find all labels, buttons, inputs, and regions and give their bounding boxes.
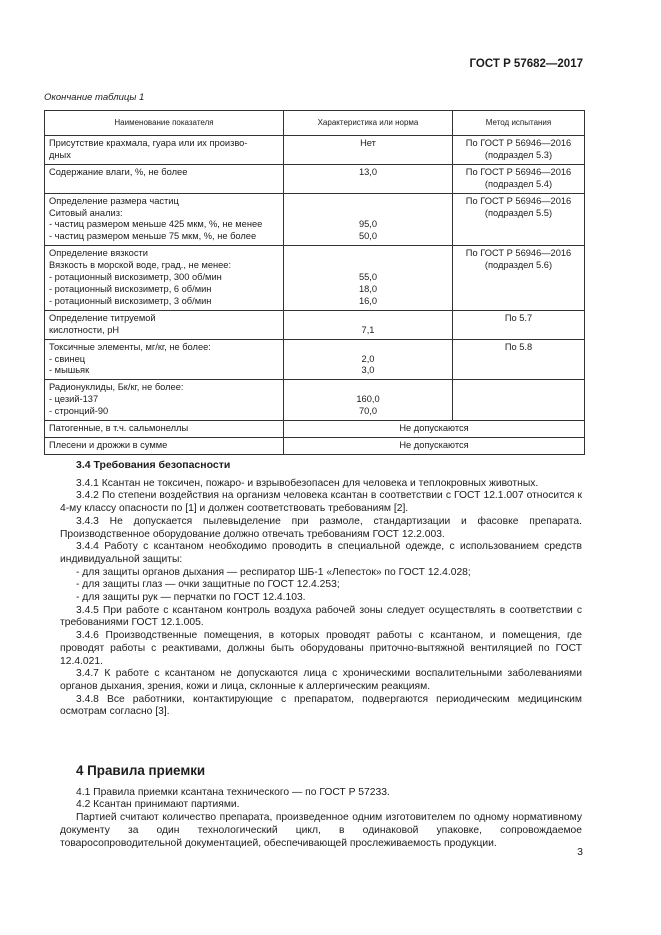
- cell-line: 70,0: [358, 406, 378, 417]
- indicator-cell: [45, 437, 284, 454]
- cell-line: [288, 382, 448, 394]
- cell-line: [288, 196, 448, 208]
- list-item: - для защиты органов дыхания — респиратор ШБ-1 «Лепесток» по ГОСТ 12.4.028;: [76, 566, 471, 578]
- column-header: Метод испытания: [453, 111, 585, 136]
- cell-line: - ротационный вискозиметр, 6 об/мин: [49, 283, 212, 294]
- cell-line: 7,1: [361, 324, 375, 335]
- table-row: [45, 193, 585, 246]
- section-heading: 3.4 Требования безопасности: [76, 459, 231, 471]
- norm-cell: [284, 339, 453, 380]
- cell-line: - свинец: [49, 353, 86, 364]
- norm-cell: [284, 193, 453, 246]
- norm-cell: [284, 164, 453, 193]
- cell-line: 160,0: [356, 394, 380, 405]
- table-row: [45, 421, 585, 438]
- cell-line: дных: [49, 149, 71, 160]
- cell-line: Вязкость в морской воде, град., не менее:: [49, 260, 232, 271]
- section-paragraphs: [60, 478, 582, 719]
- cell-line: Содержание влаги, %, не более: [49, 166, 188, 177]
- cell-line: Нет: [360, 138, 376, 148]
- table-row: [45, 339, 585, 380]
- norm-cell: [284, 246, 453, 311]
- paragraph: 4.1 Правила приемки ксантана технического — по ГОСТ Р 57233.: [76, 786, 390, 798]
- cell-line: Радионуклиды, Бк/кг, не более:: [49, 382, 184, 393]
- table-row: [45, 164, 585, 193]
- norm-cell: [284, 380, 453, 421]
- norm-merged-cell: Не допускаются: [284, 421, 585, 438]
- column-header: Наименование показателя: [45, 111, 284, 136]
- table-caption: Окончание таблицы 1: [44, 92, 145, 103]
- cell-line: Определение вязкости: [49, 248, 148, 259]
- cell-line: По ГОСТ Р 56946—2016: [465, 195, 572, 206]
- cell-line: [288, 313, 448, 325]
- method-cell: [453, 310, 585, 339]
- page-number: 3: [577, 846, 583, 858]
- cell-line: Ситовый анализ:: [49, 207, 123, 218]
- cell-line: (подраздел 5.5): [484, 207, 553, 218]
- acceptance-section: [60, 765, 582, 850]
- cell-line: По ГОСТ Р 56946—2016: [465, 166, 572, 177]
- safety-section: [60, 459, 582, 719]
- cell-line: (подраздел 5.3): [484, 149, 553, 160]
- cell-line: 55,0: [358, 272, 378, 283]
- table-row: [45, 310, 585, 339]
- spec-table: [44, 110, 585, 455]
- indicator-cell: [45, 246, 284, 311]
- cell-line: 95,0: [358, 219, 378, 230]
- method-cell: [453, 246, 585, 311]
- indicator-cell: [45, 310, 284, 339]
- cell-line: - цезий-137: [49, 394, 99, 405]
- cell-line: - частиц размером меньше 425 мкм, %, не менее: [49, 219, 263, 230]
- method-cell: [453, 193, 585, 246]
- indicator-cell: [45, 339, 284, 380]
- section-paragraphs: [60, 787, 582, 851]
- cell-line: [288, 342, 448, 354]
- paragraph: 4.2 Ксантан принимают партиями.: [76, 799, 240, 811]
- paragraph: 3.4.2 По степени воздействия на организм человека ксантан в соответствии с ГОСТ 12.1.007 относится к 4-му классу опасности по [1] и должен соответствовать требованиям [2].: [60, 490, 582, 515]
- cell-line: 18,0: [358, 283, 378, 294]
- column-header: Характеристика или норма: [284, 111, 453, 136]
- paragraph: 3.4.1 Ксантан не токсичен, пожаро- и взрывобезопасен для человека и теплокровных животных.: [76, 477, 539, 489]
- section-heading: 4 Правила приемки: [76, 763, 206, 778]
- table-header-row: [45, 111, 585, 136]
- norm-cell: [284, 310, 453, 339]
- cell-line: Определение размера частиц: [49, 195, 179, 206]
- method-cell: [453, 136, 585, 165]
- cell-line: (подраздел 5.6): [484, 260, 553, 271]
- cell-line: - частиц размером меньше 75 мкм, %, не более: [49, 231, 257, 242]
- cell-line: [288, 260, 448, 272]
- cell-line: 3,0: [361, 365, 375, 376]
- norm-merged-cell: Не допускаются: [284, 437, 585, 454]
- cell-line: 50,0: [358, 231, 378, 242]
- paragraph: Партией считают количество препарата, произведенное одним изготовителем по одному нормативному документу за один технологический цикл, в одинаковой упаковке, сопровождаемое товаросопроводительной документацией, обеспечивающей прослеживаемость продукции.: [60, 812, 582, 849]
- method-cell: [453, 380, 585, 421]
- table-row: [45, 380, 585, 421]
- cell-line: Плесени и дрожжи в сумме: [49, 439, 168, 450]
- paragraph: 3.4.8 Все работники, контактирующие с препаратом, подвергаются периодическим медицинским осмотрам согласно [3].: [60, 693, 582, 718]
- table-row: [45, 246, 585, 311]
- paragraph: 3.4.5 При работе с ксантаном контроль воздуха рабочей зоны следует осуществлять в соответствии с требованиями ГОСТ 12.1.005.: [60, 604, 582, 629]
- indicator-cell: [45, 164, 284, 193]
- indicator-cell: [45, 193, 284, 246]
- paragraph: 3.4.3 Не допускается пылевыделение при размоле, стандартизации и фасовке препарата. Производственное оборудование должно отвечать требованиям ГОСТ 12.2.003.: [60, 515, 582, 540]
- method-cell: [453, 164, 585, 193]
- cell-line: - мышьяк: [49, 365, 90, 376]
- standard-id: ГОСТ Р 57682—2017: [469, 58, 583, 70]
- cell-line: Присутствие крахмала, гуара или их произво-: [49, 138, 248, 148]
- paragraph: 3.4.4 Работу с ксантаном необходимо проводить в специальной одежде, с использованием средств индивидуальной защиты:: [60, 541, 582, 565]
- norm-cell: [284, 136, 453, 165]
- indicator-cell: [45, 421, 284, 438]
- method-cell: [453, 339, 585, 380]
- table-row: [45, 437, 585, 454]
- list-item: - для защиты глаз — очки защитные по ГОСТ 12.4.253;: [76, 579, 340, 591]
- cell-line: (подраздел 5.4): [484, 178, 553, 189]
- list-item: - для защиты рук — перчатки по ГОСТ 12.4.103.: [76, 592, 306, 604]
- cell-line: По ГОСТ Р 56946—2016: [465, 138, 572, 148]
- cell-line: По 5.8: [504, 341, 533, 352]
- cell-line: 13,0: [358, 166, 378, 177]
- cell-line: По ГОСТ Р 56946—2016: [465, 248, 572, 259]
- cell-line: Патогенные, в т.ч. сальмонеллы: [49, 423, 189, 434]
- cell-line: 16,0: [358, 295, 378, 306]
- paragraph: 3.4.6 Производственные помещения, в которых проводят работы с ксантаном, и помещения, где проводят работы с реактивами, должны быть оборудованы приточно-вытяжной вентиляцией по ГОСТ 12.4.021.: [60, 630, 582, 667]
- cell-line: 2,0: [361, 353, 375, 364]
- cell-line: - ротационный вискозиметр, 300 об/мин: [49, 272, 222, 283]
- cell-line: Токсичные элементы, мг/кг, не более:: [49, 341, 211, 352]
- paragraph: 3.4.7 К работе с ксантаном не допускаются лица с хроническими воспалительными заболеваниями органов дыхания, зрения, кожи и лица, склонные к аллергическим реакциям.: [60, 668, 582, 692]
- table-row: [45, 136, 585, 165]
- indicator-cell: [45, 136, 284, 165]
- cell-line: Определение титруемой: [49, 312, 156, 323]
- cell-line: По 5.7: [504, 312, 533, 323]
- cell-line: [288, 208, 448, 220]
- cell-line: - ротационный вискозиметр, 3 об/мин: [49, 295, 212, 306]
- cell-line: - стронций-90: [49, 406, 109, 417]
- indicator-cell: [45, 380, 284, 421]
- cell-line: [288, 248, 448, 260]
- cell-line: кислотности, pH: [49, 324, 120, 335]
